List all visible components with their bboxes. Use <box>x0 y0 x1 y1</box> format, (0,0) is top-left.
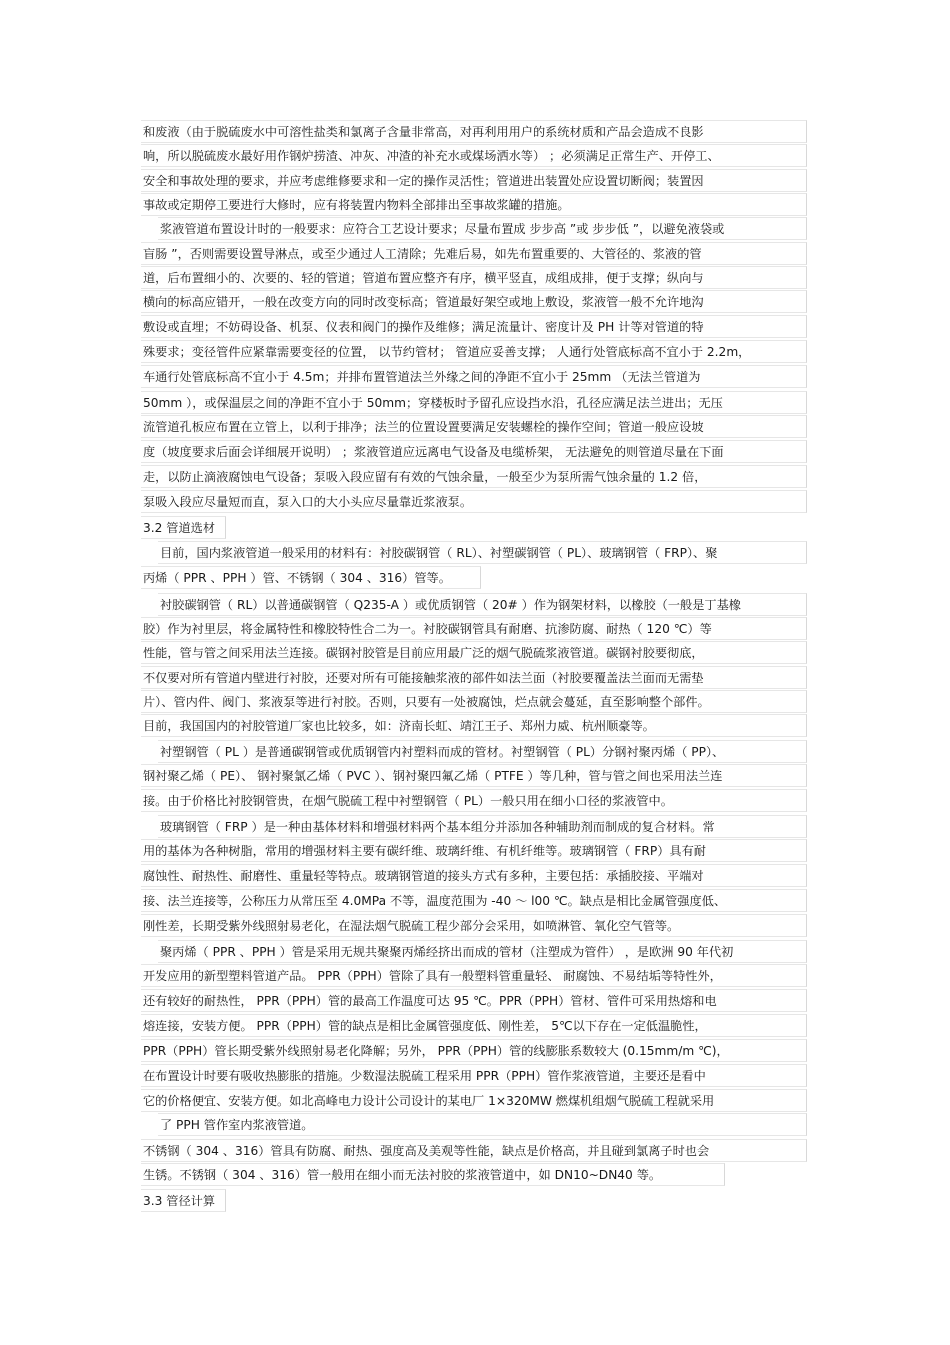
text-line: 目前，国内浆液管道一般采用的材料有：衬胶碳钢管（ RL）、衬塑碳钢管（ PL）、玻璃钢管（ FRP）、聚 <box>160 546 718 560</box>
text-line: 接、法兰连接等，公称压力从常压至 4.0MPa 不等，温度范围为 -40 ～ l00 ℃。缺点是相比金属管强度低、 <box>143 894 727 908</box>
text-line: PPR（PPH）管长期受紫外线照射易老化降解；另外， PPR（PPH）管的线膨胀系数较大 (0.15mm/m ℃)， <box>143 1044 729 1058</box>
text-line: 接。由于价格比衬胶钢管贵，在烟气脱硫工程中衬塑钢管（ PL）一般只用在细小口径的浆液管中。 <box>143 794 673 808</box>
text-line: 玻璃钢管（ FRP ）是一种由基体材料和增强材料两个基本组分并添加各种辅助剂而制成的复合材料。常 <box>160 820 715 834</box>
text-line: 度（坡度要求后面会详细展开说明） ；浆液管道应远离电气设备及电缆桥架， 无法避免的则管道尽量在下面 <box>143 445 724 459</box>
text-line: 还有较好的耐热性， PPR（PPH）管的最高工作温度可达 95 ℃。PPR（PPH）管材、管件可采用热熔和电 <box>143 994 717 1008</box>
text-line: 车通行处管底标高不宜小于 4.5m；并排布置管道法兰外缘之间的净距不宜小于 25mm （无法兰管道为 <box>143 370 701 384</box>
text-line: 50mm ），或保温层之间的净距不宜小于 50mm；穿楼板时予留孔应设挡水沿，孔径应满足法兰进出；无压 <box>143 396 723 410</box>
text-line: 片）、管内件、阀门、浆液泵等进行衬胶。否则，只要有一处被腐蚀，烂点就会蔓延，直至影响整个部件。 <box>143 695 710 709</box>
text-line: 衬塑钢管（ PL ）是普通碳钢管或优质钢管内衬塑料而成的管材。衬塑钢管（ PL）分钢衬聚丙烯（ PP）、 <box>160 745 725 759</box>
text-line: 聚丙烯（ PPR 、PPH ）管是采用无规共聚聚丙烯经挤出而成的管材（注塑成为管件） ，是欧洲 90 年代初 <box>160 945 734 959</box>
text-line: 走，以防止滴液腐蚀电气设备；泵吸入段应留有有效的气蚀余量，一般至少为泵所需气蚀余量的 1.2 倍， <box>143 470 707 484</box>
text-line: 钢衬聚乙烯（ PE）、 钢衬聚氯乙烯（ PVC ）、钢衬聚四氟乙烯（ PTFE ）等几种，管与管之间也采用法兰连 <box>143 769 723 783</box>
text-line: 不仅要对所有管道内壁进行衬胶，还要对所有可能接触浆液的部件如法兰面（衬胶要覆盖法兰面而无需垫 <box>143 671 704 685</box>
text-line: 盲肠 ”，否则需要设置导淋点，或至少通过人工清除；先难后易，如先布置重要的、大管径的、浆液的管 <box>143 247 702 261</box>
section-heading: 3.3 管径计算 <box>143 1194 216 1208</box>
section-heading: 3.2 管道选材 <box>143 521 216 535</box>
text-line: 了 PPH 管作室内浆液管道。 <box>160 1118 314 1132</box>
text-line: 衬胶碳钢管（ RL）以普通碳钢管（ Q235-A ）或优质钢管（ 20# ）作为钢架材料，以橡胶（一般是丁基橡 <box>160 598 741 612</box>
text-line: 事故或定期停工要进行大修时，应有将装置内物料全部排出至事故浆罐的措施。 <box>143 198 570 212</box>
text-line: 它的价格便宜、安装方便。如北高峰电力设计公司设计的某电厂 1×320MW 燃煤机组烟气脱硫工程就采用 <box>143 1094 715 1108</box>
text-line: 用的基体为各种树脂，常用的增强材料主要有碳纤维、玻璃纤维、有机纤维等。玻璃钢管（ FRP）具有耐 <box>143 844 706 858</box>
text-line: 熔连接，安装方便。 PPR（PPH）管的缺点是相比金属管强度低、刚性差， 5℃以下存在一定低温脆性， <box>143 1019 707 1033</box>
text-line: 开发应用的新型塑料管道产品。 PPR（PPH）管除了具有一般塑料管重量轻、 耐腐蚀、不易结垢等特性外， <box>143 969 722 983</box>
text-line: 和废液（由于脱硫废水中可溶性盐类和氯离子含量非常高，对再利用用户的系统材质和产品会造成不良影 <box>143 125 704 139</box>
text-line: 浆液管道布置设计时的一般要求：应符合工艺设计要求；尽量布置成 步步高 ”或 步步低 ”，以避免液袋或 <box>160 222 725 236</box>
text-line: 生锈。不锈钢（ 304 、316）管一般用在细小而无法衬胶的浆液管道中，如 DN10~DN40 等。 <box>143 1168 662 1182</box>
text-line: 安全和事故处理的要求，并应考虑维修要求和一定的操作灵活性；管道进出装置处应设置切断阀；装置因 <box>143 174 704 188</box>
text-line: 横向的标高应错开，一般在改变方向的同时改变标高；管道最好架空或地上敷设，浆液管一般不允许地沟 <box>143 295 704 309</box>
text-line: 性能，管与管之间采用法兰连接。碳钢衬胶管是目前应用最广泛的烟气脱硫浆液管道。碳钢衬胶要彻底， <box>143 646 704 660</box>
text-line: 不锈钢（ 304 、316）管具有防腐、耐热、强度高及美观等性能，缺点是价格高，并且碰到氯离子时也会 <box>143 1144 710 1158</box>
text-line: 腐蚀性、耐热性、耐磨性、重量轻等特点。玻璃钢管道的接头方式有多种，主要包括：承插胶接、平端对 <box>143 869 704 883</box>
text-line: 响，所以脱硫废水最好用作钢炉捞渣、冲灰、冲渣的补充水或煤场洒水等） ；必须满足正常生产、开停工、 <box>143 149 720 163</box>
text-line: 敷设或直埋；不妨碍设备、机泵、仪表和阀门的操作及维修；满足流量计、密度计及 PH 计等对管道的特 <box>143 320 704 334</box>
text-line: 流管道孔板应布置在立管上，以利于排净；法兰的位置设置要满足安装螺栓的操作空间；管道一般应设坡 <box>143 420 704 434</box>
text-line: 在布置设计时要有吸收热膨胀的措施。少数湿法脱硫工程采用 PPR（PPH）管作浆液管道，主要还是看中 <box>143 1069 706 1083</box>
text-line: 道，后布置细小的、次要的、轻的管道；管道布置应整齐有序，横平竖直，成组成排，便于支撑；纵向与 <box>143 271 704 285</box>
text-line: 殊要求；变径管件应紧靠需要变径的位置， 以节约管材； 管道应妥善支撑； 人通行处管底标高不宜小于 2.2m， <box>143 345 751 359</box>
text-line: 泵吸入段应尽量短而直，泵入口的大小头应尽量靠近浆液泵。 <box>143 495 473 509</box>
text-line: 丙烯（ PPR 、PPH ）管、不锈钢（ 304 、316）管等。 <box>143 571 451 585</box>
text-line: 目前，我国国内的衬胶管道厂家也比较多，如：济南长虹、靖江王子、郑州力威、杭州顺豪等。 <box>143 719 655 733</box>
text-line: 胶）作为衬里层，将金属特性和橡胶特性合二为一。衬胶碳钢管具有耐磨、抗渗防腐、耐热（ 120 ℃）等 <box>143 622 712 636</box>
text-line: 刚性差，长期受紫外线照射易老化，在湿法烟气脱硫工程少部分会采用，如喷淋管、氧化空气管等。 <box>143 919 680 933</box>
